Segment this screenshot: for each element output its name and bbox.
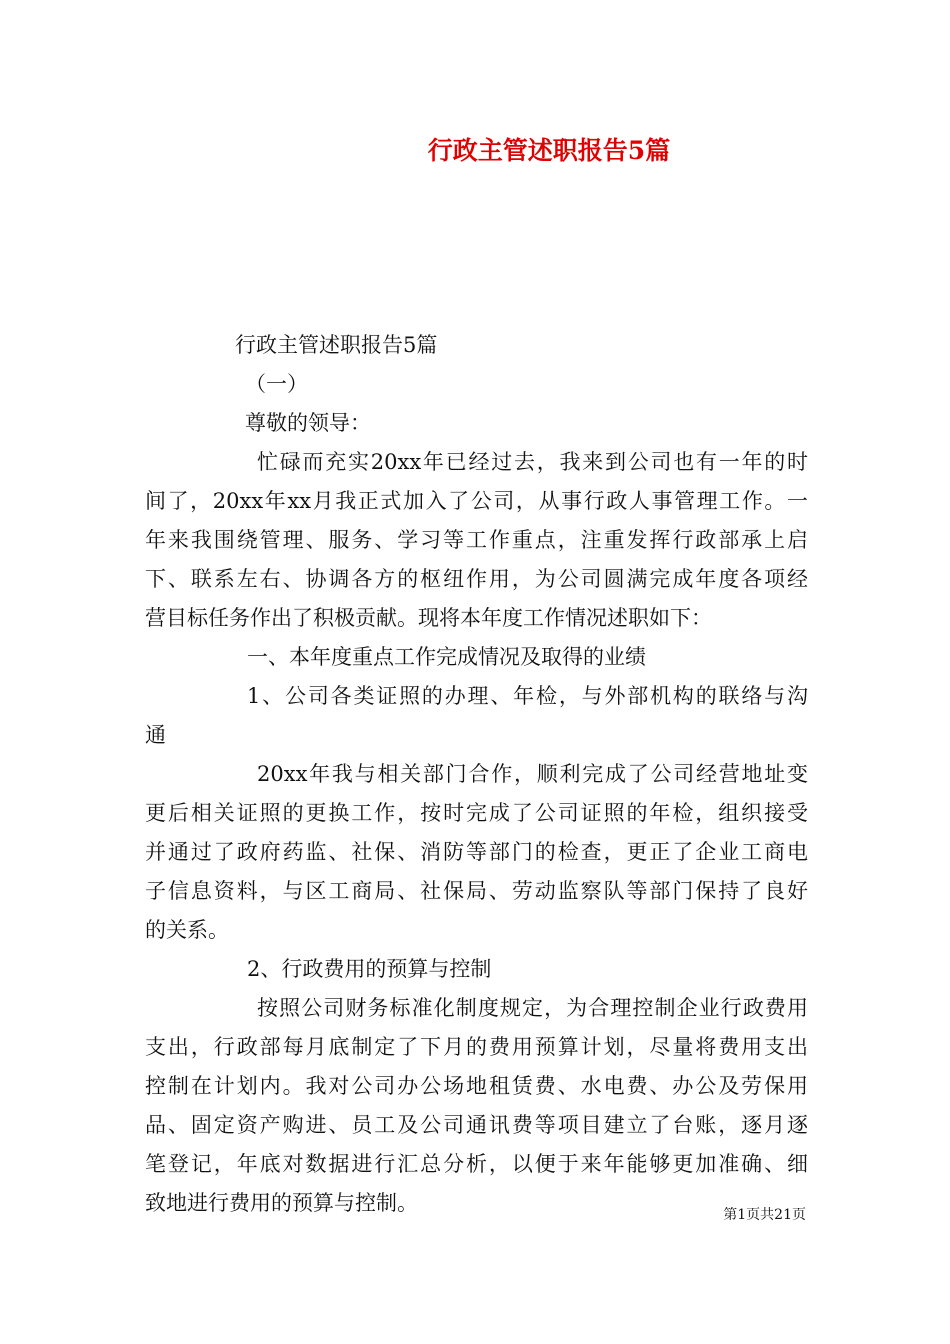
paragraph-line: 控制在计划内。我对公司办公场地租赁费、水电费、办公及劳保用 <box>145 1074 808 1098</box>
paragraph-line: 更后相关证照的更换工作，按时完成了公司证照的年检，组织接受 <box>145 801 808 825</box>
salutation: 尊敬的领导： <box>245 411 371 435</box>
subsection-heading: 1、公司各类证照的办理、年检，与外部机构的联络与沟 <box>247 684 808 708</box>
paragraph-line: 忙碌而充实20xx年已经过去，我来到公司也有一年的时 <box>257 450 808 474</box>
section-heading: 行政主管述职报告5篇 <box>235 333 438 357</box>
subsection-heading: 2、行政费用的预算与控制 <box>247 957 492 981</box>
paragraph-line: 年来我围绕管理、服务、学习等工作重点，注重发挥行政部承上启 <box>145 528 808 552</box>
paragraph-line: 笔登记，年底对数据进行汇总分析，以便于来年能够更加准确、细 <box>145 1152 808 1176</box>
paragraph-line: 品、固定资产购进、员工及公司通讯费等项目建立了台账，逐月逐 <box>145 1113 808 1137</box>
page-number: 第1页共21页 <box>723 1207 806 1223</box>
paragraph-line: 致地进行费用的预算与控制。 <box>145 1191 418 1215</box>
section-number: （一） <box>245 372 308 396</box>
subsection-heading: 一、本年度重点工作完成情况及取得的业绩 <box>247 645 646 669</box>
document-title: 行政主管述职报告5篇 <box>427 136 671 165</box>
subsection-heading: 通 <box>145 723 166 747</box>
paragraph-line: 子信息资料，与区工商局、社保局、劳动监察队等部门保持了良好 <box>145 879 808 903</box>
paragraph-line: 营目标任务作出了积极贡献。现将本年度工作情况述职如下： <box>145 606 712 630</box>
paragraph-line: 支出，行政部每月底制定了下月的费用预算计划，尽量将费用支出 <box>145 1035 808 1059</box>
paragraph-line: 按照公司财务标准化制度规定，为合理控制企业行政费用 <box>257 996 808 1020</box>
paragraph-line: 20xx年我与相关部门合作，顺利完成了公司经营地址变 <box>257 762 808 786</box>
paragraph-line: 并通过了政府药监、社保、消防等部门的检查，更正了企业工商电 <box>145 840 808 864</box>
paragraph-line: 下、联系左右、协调各方的枢纽作用，为公司圆满完成年度各项经 <box>145 567 808 591</box>
document-body <box>145 326 808 1223</box>
paragraph-line: 间了，20xx年xx月我正式加入了公司，从事行政人事管理工作。一 <box>145 489 808 513</box>
paragraph-line: 的关系。 <box>145 918 229 942</box>
